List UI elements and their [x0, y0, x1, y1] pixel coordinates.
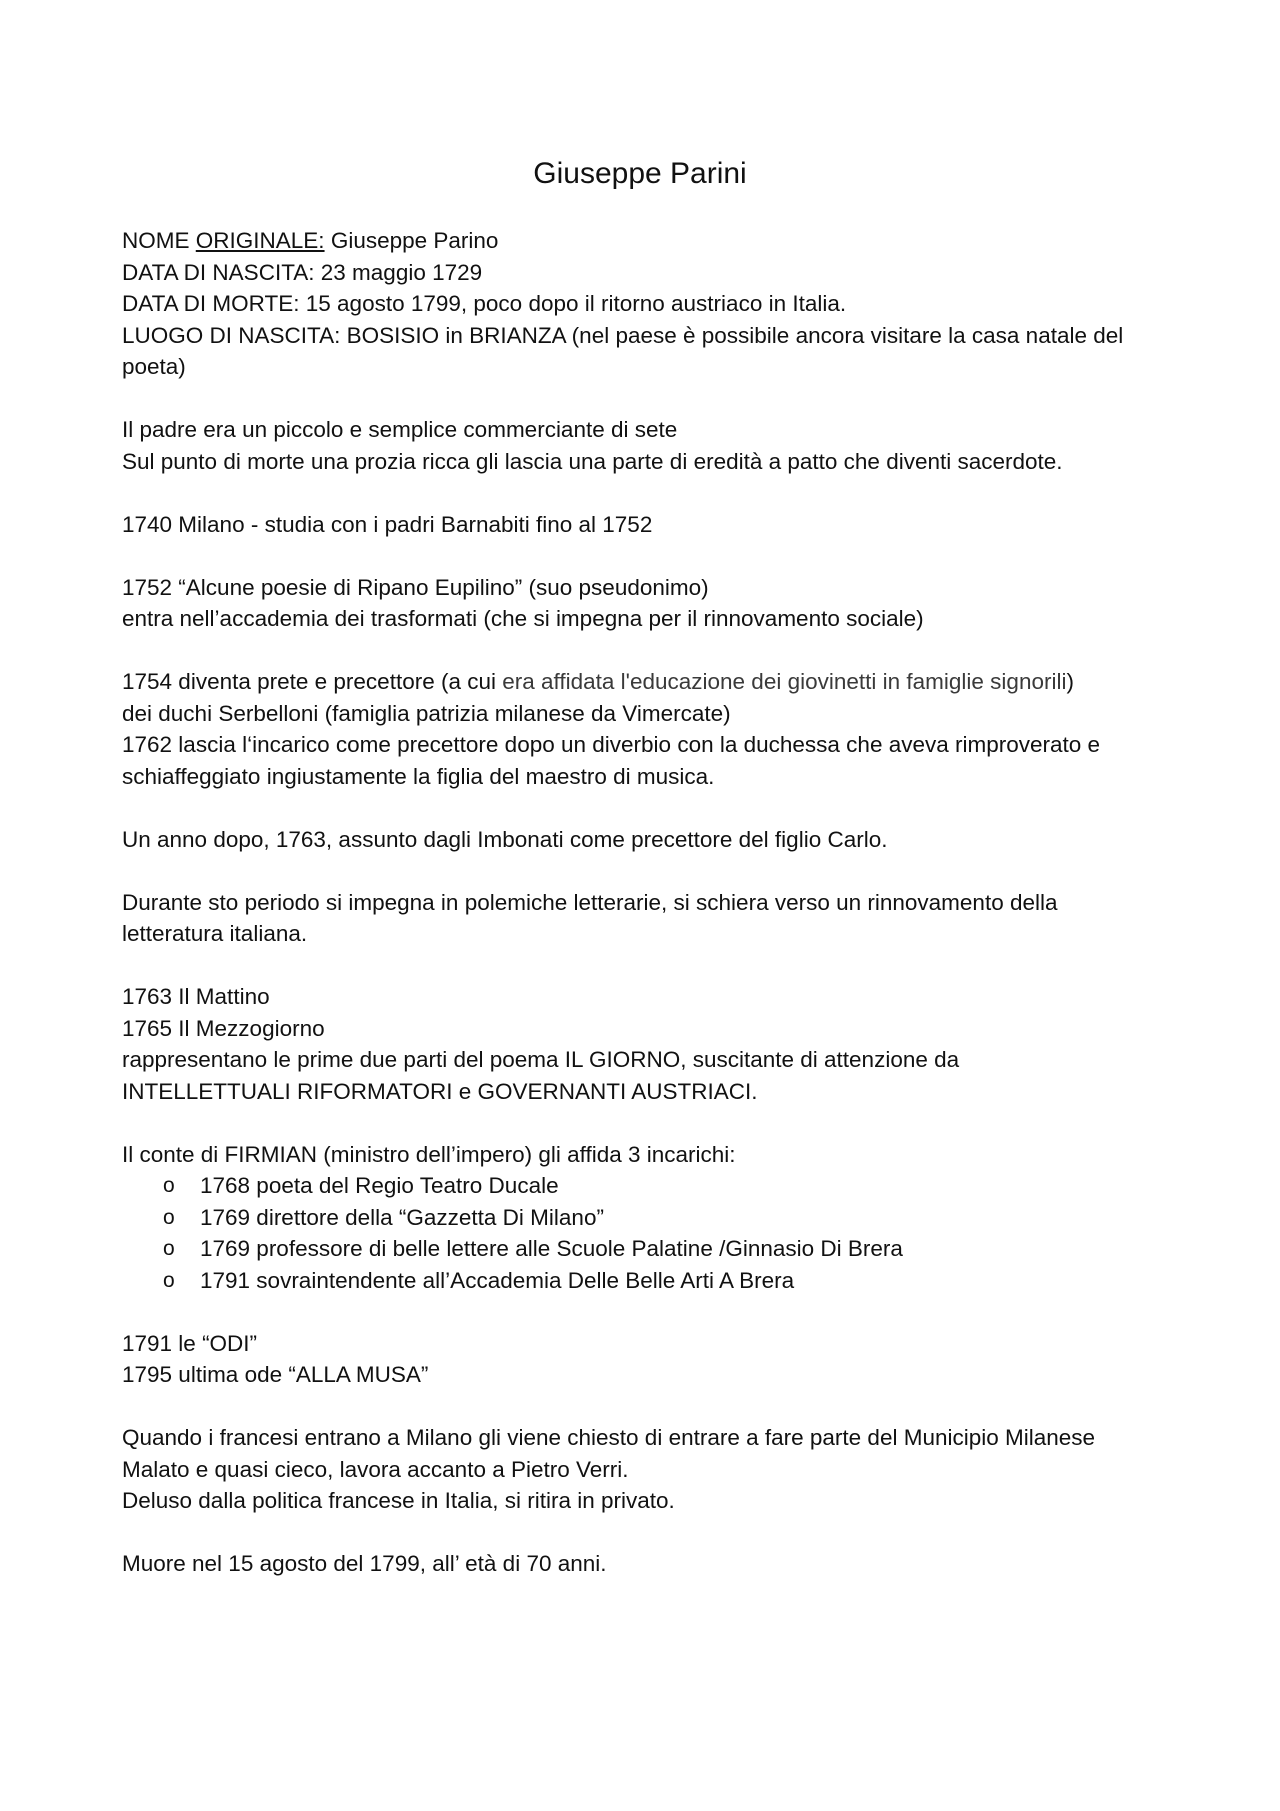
- morte-finale-line: Muore nel 15 agosto del 1799, all’ età di 70 anni.: [122, 1551, 607, 1576]
- precettore-close: ): [1066, 669, 1074, 694]
- studi-line: 1740 Milano - studia con i padri Barnabiti fino al 1752: [122, 511, 653, 537]
- list-item-text: 1768 poeta del Regio Teatro Ducale: [200, 1173, 559, 1198]
- poesie-line: 1752 “Alcune poesie di Ripano Eupilino” (suo pseudonimo): [122, 574, 709, 600]
- paragraph-gap: [122, 477, 1172, 509]
- alla-musa-line: 1795 ultima ode “ALLA MUSA”: [122, 1362, 429, 1387]
- paragraph-gap: [122, 1517, 1172, 1549]
- incarico-line-cont: schiaffeggiato ingiustamente la figlia del maestro di musica.: [122, 763, 715, 789]
- paragraph-gap: [122, 1296, 1172, 1328]
- bullet-icon: o: [163, 1268, 175, 1292]
- paragraph-gap: [122, 792, 1172, 824]
- bullet-icon: o: [163, 1205, 175, 1229]
- list-item-text: 1769 professore di belle lettere alle Scuole Palatine /Ginnasio Di Brera: [200, 1236, 903, 1261]
- prozia-line: Sul punto di morte una prozia ricca gli lascia una parte di eredità a patto che diventi sacerdote.: [122, 448, 1063, 474]
- luogo-nascita-line-cont: poeta): [122, 354, 186, 379]
- accademia-line: entra nell’accademia dei trasformati (che si impegna per il rinnovamento sociale): [122, 606, 924, 631]
- bullet-icon: o: [163, 1237, 175, 1260]
- paragraph-gap: [122, 855, 1172, 887]
- paragraph-gap: [122, 540, 1172, 572]
- francesi-line: Quando i francesi entrano a Milano gli viene chiesto di entrare a fare parte del Municipio Milanese: [122, 1425, 1096, 1450]
- bullet-icon: o: [163, 1174, 175, 1197]
- giorno-line: rappresentano le prime due parti del poema IL GIORNO, suscitante di attenzione da: [122, 1047, 960, 1072]
- padre-line: Il padre era un piccolo e semplice commerciante di sete: [122, 417, 678, 442]
- odi-line: 1791 le “ODI”: [122, 1330, 258, 1356]
- paragraph-gap: [122, 1391, 1172, 1423]
- mattino-line: 1763 Il Mattino: [122, 984, 270, 1009]
- list-item: [122, 1202, 1172, 1234]
- luogo-nascita-line: LUOGO DI NASCITA: BOSISIO in BRIANZA (nel paese è possibile ancora visitare la casa natale del: [122, 322, 1124, 348]
- data-nascita-line: DATA DI NASCITA: 23 maggio 1729: [122, 259, 483, 285]
- deluso-line: Deluso dalla politica francese in Italia, si ritira in privato.: [122, 1488, 675, 1513]
- data-morte-line: DATA DI MORTE: 15 agosto 1799, poco dopo il ritorno austriaco in Italia.: [122, 291, 847, 316]
- giorno-line-cont: INTELLETTUALI RIFORMATORI e GOVERNANTI AUSTRIACI.: [122, 1078, 758, 1104]
- paragraph-gap: [122, 383, 1172, 415]
- originale-label: ORIGINALE:: [195, 228, 325, 253]
- serbelloni-line: dei duchi Serbelloni (famiglia patrizia milanese da Vimercate): [122, 700, 731, 726]
- paragraph-gap: [122, 950, 1172, 982]
- nome-originale-line: [122, 225, 1172, 257]
- list-item-text: 1769 direttore della “Gazzetta Di Milano”: [200, 1204, 604, 1230]
- paragraph-gap: [122, 1107, 1172, 1139]
- paragraph-gap: [122, 635, 1172, 667]
- incarichi-list: [122, 1170, 1172, 1296]
- nome-value: Giuseppe Parino: [324, 228, 499, 253]
- polemiche-line: Durante sto periodo si impegna in polemiche letterarie, si schiera verso un rinnovamento della: [122, 889, 1058, 915]
- imbonati-line: Un anno dopo, 1763, assunto dagli Imbonati come precettore del figlio Carlo.: [122, 826, 888, 852]
- precettore-line: [122, 666, 1172, 698]
- precettore-definition: era affidata l'educazione dei giovinetti in famiglie signorili: [502, 669, 1067, 694]
- list-item: [122, 1233, 1172, 1265]
- list-item-text: 1791 sovraintendente all’Accademia Delle Belle Arti A Brera: [200, 1267, 795, 1293]
- nome-label: NOME: [122, 228, 196, 253]
- document-body: [122, 225, 1172, 1580]
- document-title: Giuseppe Parini: [533, 157, 747, 190]
- precettore-text: 1754 diventa prete e precettore (a cui: [122, 669, 503, 694]
- polemiche-line-cont: letteratura italiana.: [122, 921, 308, 946]
- list-item: [122, 1265, 1172, 1297]
- mezzogiorno-line: 1765 Il Mezzogiorno: [122, 1015, 325, 1041]
- malato-line: Malato e quasi cieco, lavora accanto a Pietro Verri.: [122, 1456, 629, 1482]
- firmian-line: Il conte di FIRMIAN (ministro dell’impero) gli affida 3 incarichi:: [122, 1141, 736, 1167]
- list-item: [122, 1170, 1172, 1202]
- incarico-line: 1762 lascia l‘incarico come precettore dopo un diverbio con la duchessa che aveva rimproverato e: [122, 732, 1101, 757]
